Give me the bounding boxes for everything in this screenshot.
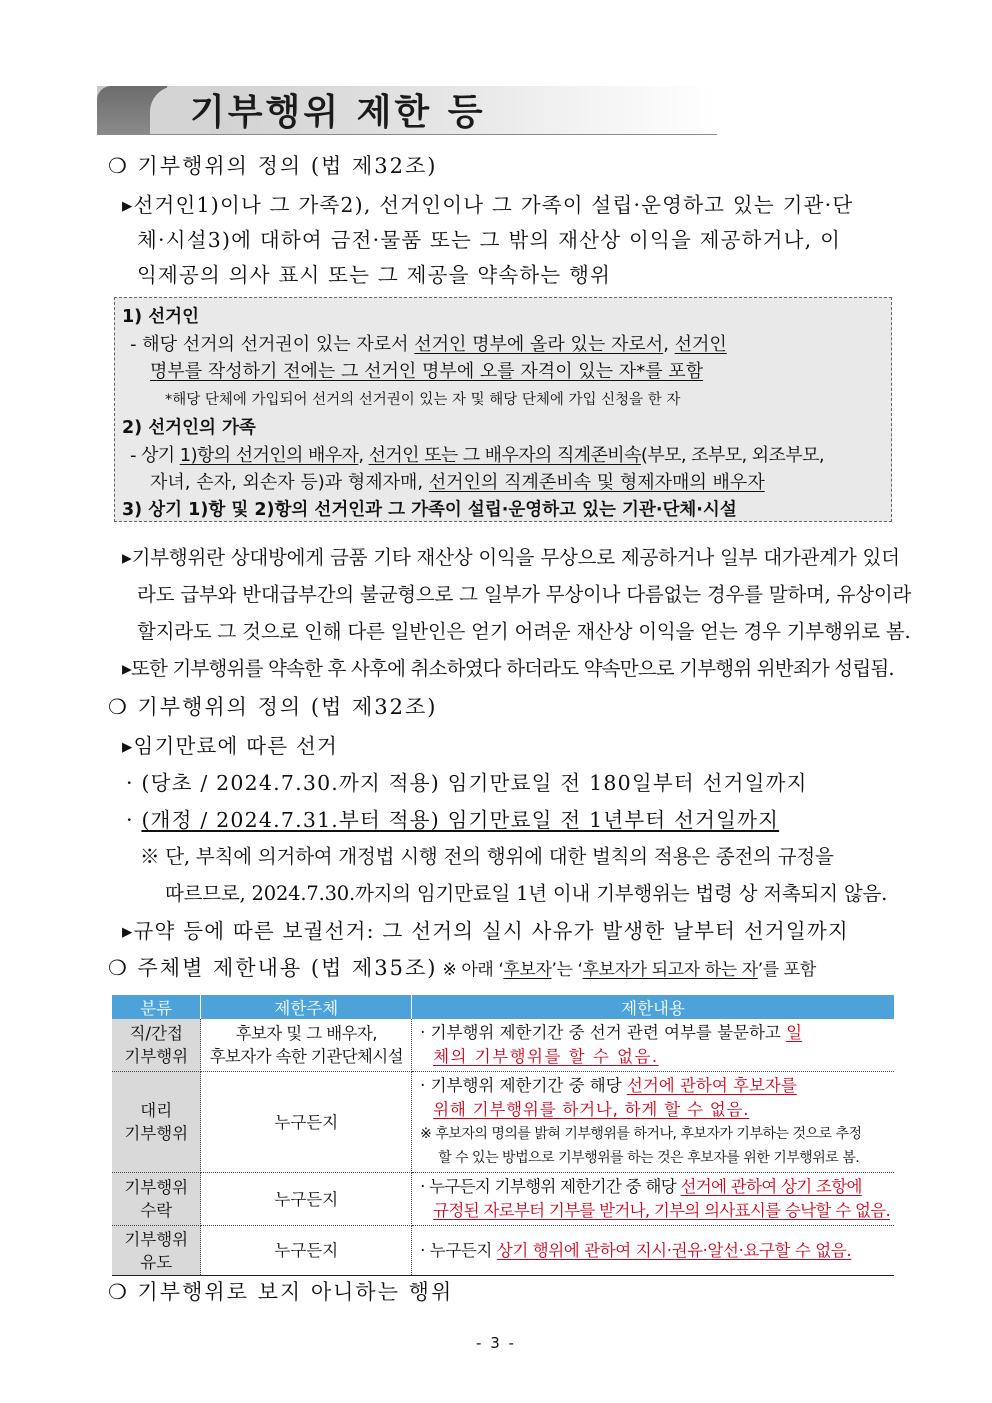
table-header: 제한주체 [201, 995, 412, 1019]
section2-dot1: · (당초 / 2024.7.30.까지 적용) 임기만료일 전 180일부터 선거일까지 [126, 771, 808, 795]
table-cell-subject: 누구든지 [201, 1226, 412, 1276]
table-header: 분류 [112, 995, 201, 1019]
table-cell-subject: 누구든지 [201, 1072, 412, 1173]
table-header: 제한내용 [412, 995, 894, 1019]
section1-line: ▸선거인1)이나 그 가족2), 선거인이나 그 가족이 설립·운영하고 있는 기관·단 [122, 193, 854, 217]
table-cell-category: 기부행위 수락 [112, 1173, 201, 1226]
page-title: 기부행위 제한 등 [190, 92, 486, 133]
table-cell-content: · 기부행위 제한기간 중 선거 관련 여부를 불문하고 일 체의 기부행위를 할 수 없음. [412, 1019, 894, 1072]
section1-more-line: 라도 급부와 반대급부간의 불균형으로 그 일부가 무상이나 다름없는 경우를 말하며, 유상이라 [137, 583, 912, 606]
section2-heading: ❍ 기부행위의 정의 (법 제32조) [108, 695, 438, 719]
table-cell-subject: 후보자 및 그 배우자, 후보자가 속한 기관단체시설 [201, 1019, 412, 1072]
section3-heading-row [108, 952, 816, 982]
table-row [112, 1019, 894, 1072]
table-header-row [112, 995, 894, 1019]
def-item1-note: *해당 단체에 가입되어 선거의 선거권이 있는 자 및 해당 단체에 가입 신청을 한 자 [165, 392, 681, 408]
table-cell-subject: 누구든지 [201, 1173, 412, 1226]
table-row [112, 1072, 894, 1173]
restriction-table [112, 995, 894, 1276]
section1-more-line: ▸기부행위란 상대방에게 금품 기타 재산상 이익을 무상으로 제공하거나 일부 대가관계가 있더 [122, 546, 900, 569]
def-item1-title: 1) 선거인 [122, 307, 199, 327]
table-cell-content: · 기부행위 제한기간 중 해당 선거에 관하여 후보자를 위해 기부행위를 하거나, 하게 할 수 없음. ※ 후보자의 명의를 밝혀 기부행위를 하거나, 후보자가 기부하는 것으로 추정 할 수 있는 방법으로 기부행위를 하는 것은 후보자를 위한 기부행위로 봄. [412, 1072, 894, 1173]
section2-bullet1: ▸임기만료에 따른 선거 [122, 734, 338, 758]
section4-heading: ❍ 기부행위로 보지 아니하는 행위 [108, 1280, 454, 1304]
section3-heading: ❍ 주체별 제한내용 (법 제35조) [108, 956, 438, 980]
section2-note-line1: ※ 단, 부칙에 의거하여 개정법 시행 전의 행위에 대한 벌칙의 적용은 종전의 규정을 [140, 845, 834, 868]
section2-dot2: · (개정 / 2024.7.31.부터 적용) 임기만료일 전 1년부터 선거일까지 [126, 808, 780, 832]
def-item2-title: 2) 선거인의 가족 [122, 418, 256, 438]
table-cell-content: · 누구든지 상기 행위에 관하여 지시·권유·알선·요구할 수 없음. [412, 1226, 894, 1276]
def-item1-line2: 명부를 작성하기 전에는 그 선거인 명부에 오를 자격이 있는 자*를 포함 [150, 361, 704, 382]
table-cell-category: 직/간접 기부행위 [112, 1019, 201, 1072]
table-cell-category: 기부행위 유도 [112, 1226, 201, 1276]
page-number: - 3 - [476, 1334, 516, 1352]
section1-heading: ❍ 기부행위의 정의 (법 제32조) [108, 154, 438, 178]
def-item2-line2: 자녀, 손자, 외손자 등)과 형제자매, 선거인의 직계존비속 및 형제자매의 배우자 [150, 472, 765, 493]
section2-bullet2: ▸규약 등에 따른 보궐선거: 그 선거의 실시 사유가 발생한 날부터 선거일까지 [122, 919, 849, 943]
section1-more-line: ▸또한 기부행위를 약속한 후 사후에 취소하였다 하더라도 약속만으로 기부행위 위반죄가 성립됨. [122, 657, 894, 680]
section3-note: ※ 아래 ‘후보자’는 ‘후보자가 되고자 하는 자’를 포함 [437, 960, 816, 980]
section2-note-line2: 따르므로, 2024.7.30.까지의 임기만료일 1년 이내 기부행위는 법령 상 저촉되지 않음. [165, 882, 888, 905]
section1-more-line: 할지라도 그 것으로 인해 다른 일반인은 얻기 어려운 재산상 이익을 얻는 경우 기부행위로 봄. [137, 620, 911, 643]
table-row [112, 1226, 894, 1276]
section1-line: 체·시설3)에 대하여 금전·물품 또는 그 밖의 재산상 이익을 제공하거나, 이 [137, 228, 842, 252]
table-cell-category: 대리 기부행위 [112, 1072, 201, 1173]
table-row [112, 1173, 894, 1226]
table-cell-content: · 누구든지 기부행위 제한기간 중 해당 선거에 관하여 상기 조항에 규정된 자로부터 기부를 받거나, 기부의 의사표시를 승낙할 수 없음. [412, 1173, 894, 1226]
def-item2-line1: - 상기 1)항의 선거인의 배우자, 선거인 또는 그 배우자의 직계존비속(부모, 조부모, 외조부모, [130, 445, 825, 466]
def-item1-line1: - 해당 선거의 선거권이 있는 자로서 선거인 명부에 올라 있는 자로서, 선거인 [130, 334, 727, 355]
section1-line: 익제공의 의사 표시 또는 그 제공을 약속하는 행위 [137, 263, 612, 287]
def-item3-title: 3) 상기 1)항 및 2)항의 선거인과 그 가족이 설립·운영하고 있는 기관·단체·시설 [122, 500, 737, 520]
